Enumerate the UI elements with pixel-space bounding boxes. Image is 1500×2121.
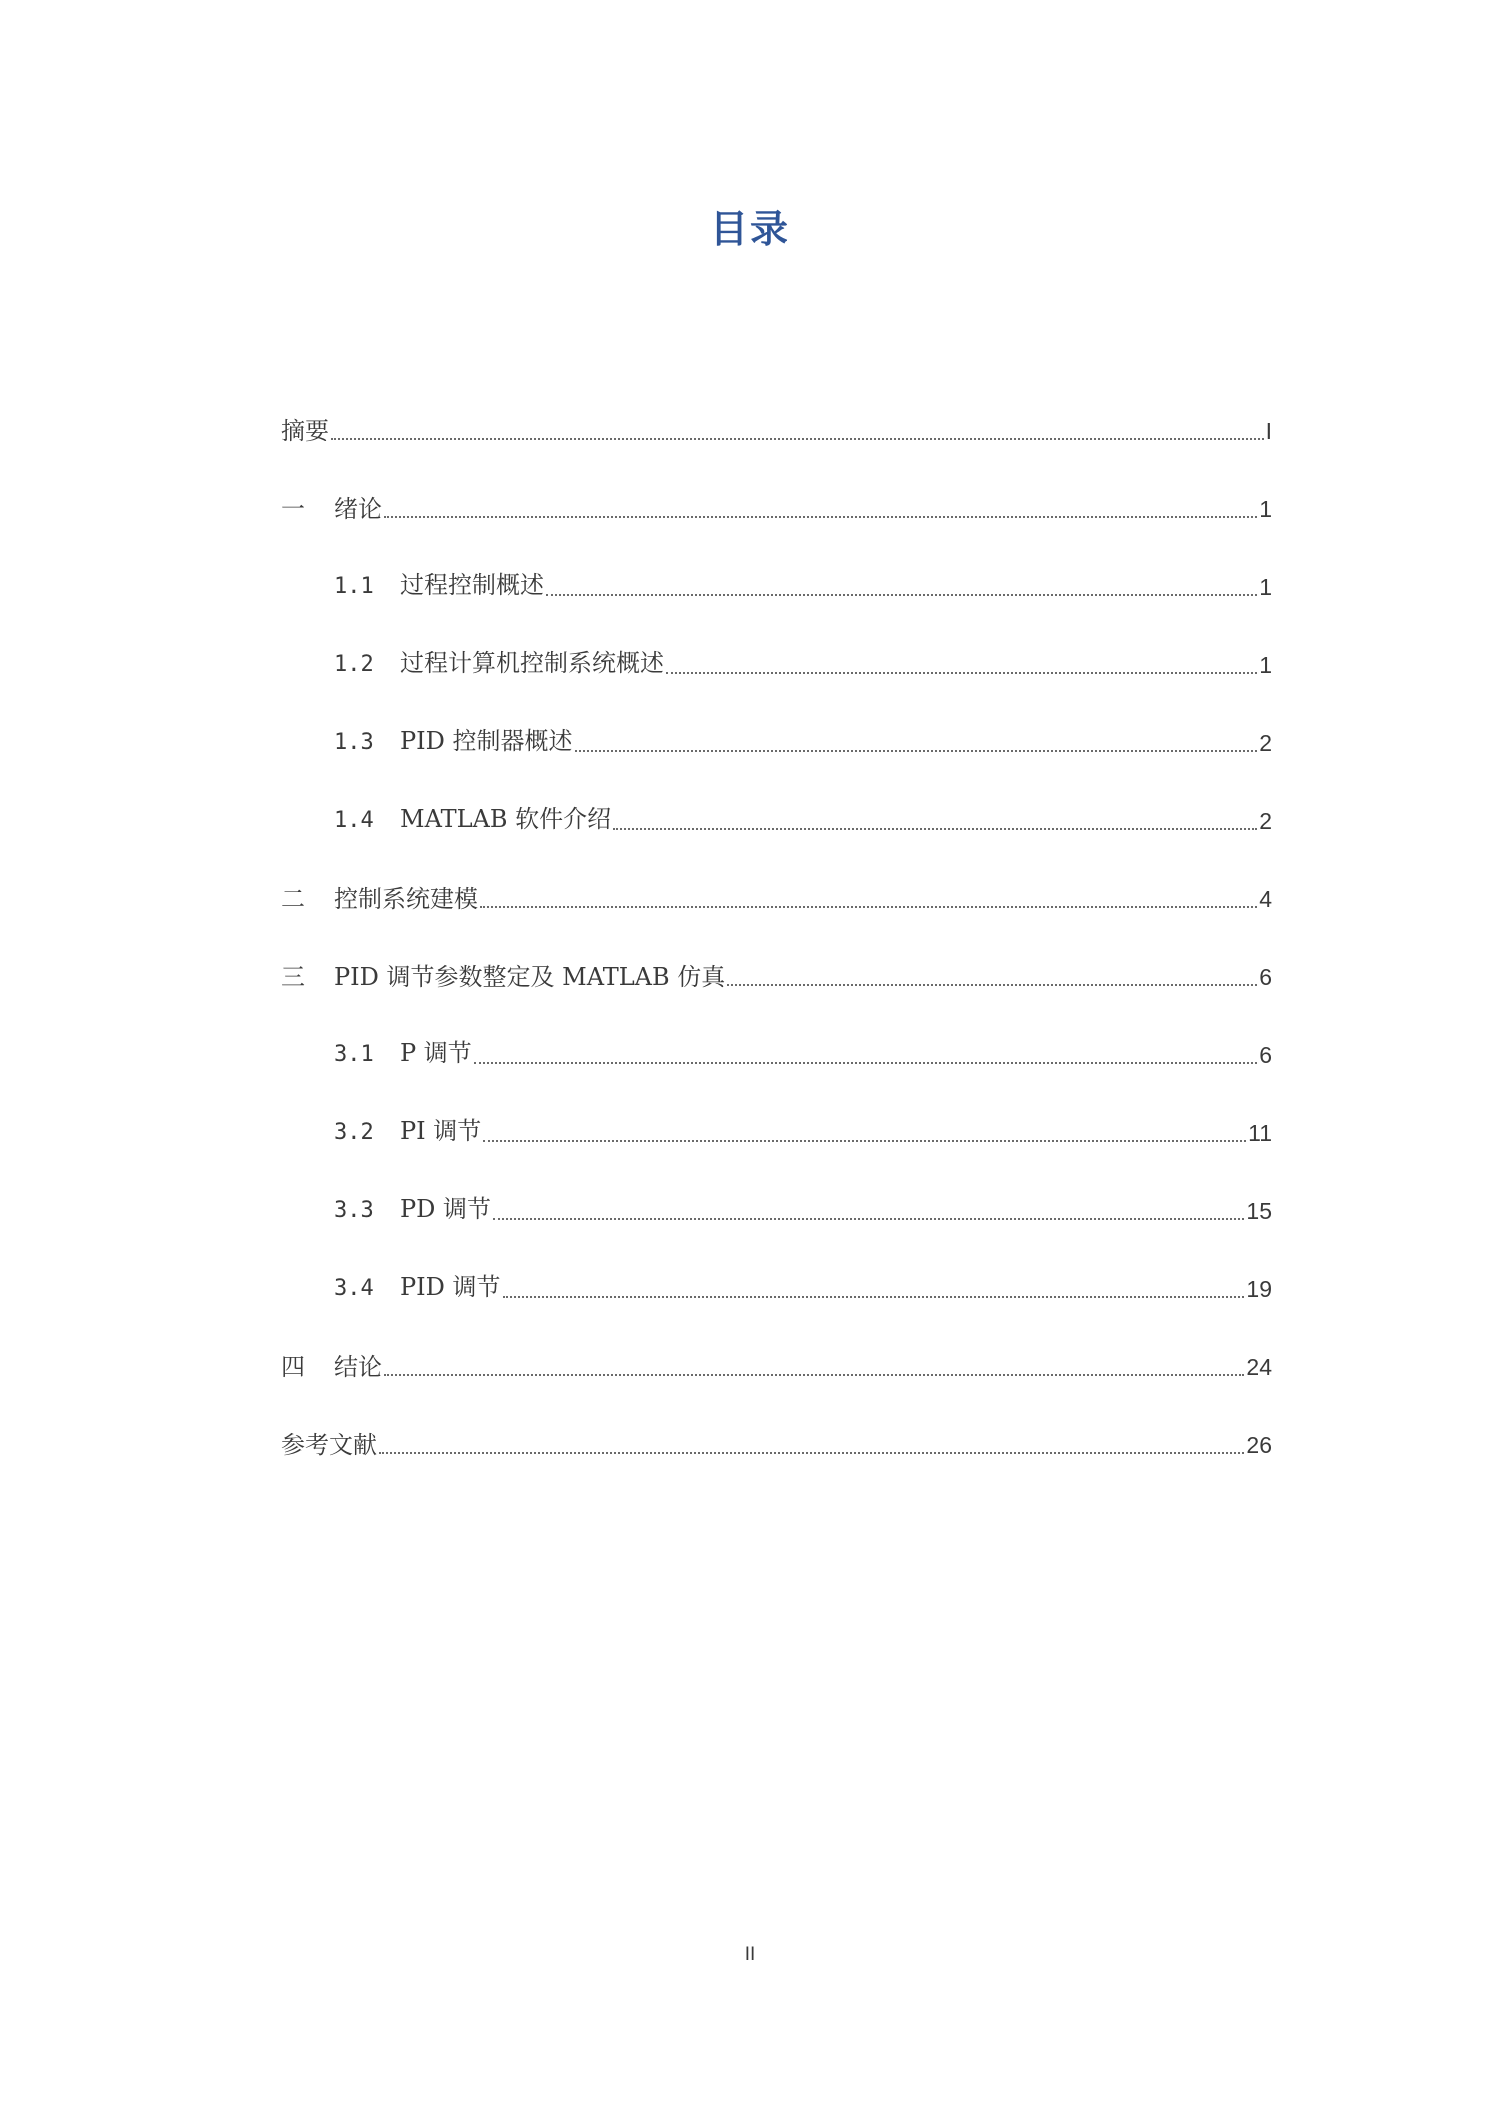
toc-page-number: 11 — [1248, 1120, 1272, 1146]
dot-leader — [384, 516, 1257, 518]
dot-leader — [503, 1296, 1245, 1298]
toc-entry-text: MATLAB 软件介绍 — [400, 805, 612, 833]
toc-entry-number: 1.3 — [334, 730, 374, 755]
page-title: 目录 — [709, 207, 790, 251]
toc-entry-text: PD 调节 — [400, 1195, 492, 1223]
toc-entry-section-1-3[interactable] — [281, 682, 1272, 760]
toc-entry-section-3-4[interactable] — [281, 1228, 1272, 1306]
toc-page-number: 1 — [1259, 496, 1272, 522]
toc-entry-text: PID 调节 — [400, 1273, 501, 1301]
toc-entry-label — [281, 570, 544, 604]
dot-leader — [666, 672, 1257, 674]
toc-entry-label — [281, 1194, 491, 1228]
toc-entry-section-1-4[interactable] — [281, 760, 1272, 838]
dot-leader — [727, 984, 1257, 986]
toc-entry-label — [281, 1272, 501, 1306]
toc-page-number: 4 — [1259, 886, 1272, 912]
dot-leader — [480, 906, 1257, 908]
dot-leader — [379, 1452, 1244, 1454]
toc-entry-section-3-3[interactable] — [281, 1150, 1272, 1228]
toc-entry-number: 一 — [281, 495, 305, 523]
toc-entry-text: 摘要 — [281, 417, 329, 445]
toc-entry-label — [281, 726, 573, 760]
toc-page-number: 6 — [1259, 1042, 1272, 1068]
toc-entry-text: 参考文献 — [281, 1431, 377, 1459]
toc-page-number: 1 — [1259, 574, 1272, 600]
toc-entry-number: 3.4 — [334, 1276, 374, 1301]
dot-leader — [575, 750, 1258, 752]
toc-entry-references[interactable] — [281, 1384, 1272, 1462]
dot-leader — [546, 594, 1257, 596]
dot-leader — [613, 828, 1257, 830]
toc-entry-text: 过程计算机控制系统概述 — [400, 649, 664, 677]
toc-entry-text: PID 调节参数整定及 MATLAB 仿真 — [334, 963, 726, 991]
toc-entry-text: 过程控制概述 — [400, 571, 544, 599]
toc-page-number: I — [1265, 418, 1272, 444]
toc-entry-label — [281, 1352, 382, 1384]
toc-page-number: 15 — [1246, 1198, 1272, 1224]
toc-entry-number: 1.2 — [334, 652, 374, 677]
toc-entry-text: PID 控制器概述 — [400, 727, 573, 755]
dot-leader — [474, 1062, 1257, 1064]
toc-page-number: 19 — [1246, 1276, 1272, 1302]
toc-entry-label — [281, 804, 611, 838]
toc-entry-number: 二 — [281, 885, 305, 913]
toc-entry-text: PI 调节 — [400, 1117, 482, 1145]
toc-page-number: 2 — [1259, 808, 1272, 834]
toc-entry-number: 三 — [281, 963, 305, 991]
toc-page-number: 24 — [1246, 1354, 1272, 1380]
dot-leader — [483, 1140, 1246, 1142]
toc-entry-section-1-2[interactable] — [281, 604, 1272, 682]
toc-page-number: 26 — [1246, 1432, 1272, 1458]
toc-entry-chapter-2[interactable] — [281, 838, 1272, 916]
toc-entry-chapter-1[interactable] — [281, 448, 1272, 526]
toc-page-number: 1 — [1259, 652, 1272, 678]
toc-entry-label — [281, 962, 725, 994]
toc-entry-text: P 调节 — [400, 1039, 472, 1067]
toc-entry-number: 四 — [281, 1353, 305, 1381]
dot-leader — [331, 438, 1264, 440]
toc-entry-label — [281, 1038, 472, 1072]
toc-entry-section-3-1[interactable] — [281, 994, 1272, 1072]
toc-entry-label — [281, 494, 382, 526]
dot-leader — [384, 1374, 1244, 1376]
toc-entry-label — [281, 884, 478, 916]
toc-entry-label — [281, 1116, 481, 1150]
dot-leader — [493, 1218, 1244, 1220]
toc-entry-abstract[interactable] — [281, 370, 1272, 448]
toc-entry-number: 3.3 — [334, 1198, 374, 1223]
toc-entry-label — [281, 416, 329, 448]
toc-entry-label — [281, 648, 664, 682]
toc-entry-chapter-3[interactable] — [281, 916, 1272, 994]
toc-entry-text: 控制系统建模 — [334, 885, 478, 913]
toc-page-number: 6 — [1259, 964, 1272, 990]
toc-entry-number: 1.4 — [334, 808, 374, 833]
toc-entry-text: 结论 — [334, 1353, 382, 1381]
toc-entry-number: 1.1 — [334, 574, 374, 599]
toc-entry-section-1-1[interactable] — [281, 526, 1272, 604]
toc-entry-chapter-4[interactable] — [281, 1306, 1272, 1384]
toc-page-number: 2 — [1259, 730, 1272, 756]
table-of-contents — [281, 370, 1272, 1462]
toc-entry-label — [281, 1430, 377, 1462]
toc-entry-number: 3.1 — [334, 1042, 374, 1067]
toc-entry-section-3-2[interactable] — [281, 1072, 1272, 1150]
toc-entry-number: 3.2 — [334, 1120, 374, 1145]
toc-entry-text: 绪论 — [334, 495, 382, 523]
footer-page-number: II — [744, 1944, 756, 1965]
